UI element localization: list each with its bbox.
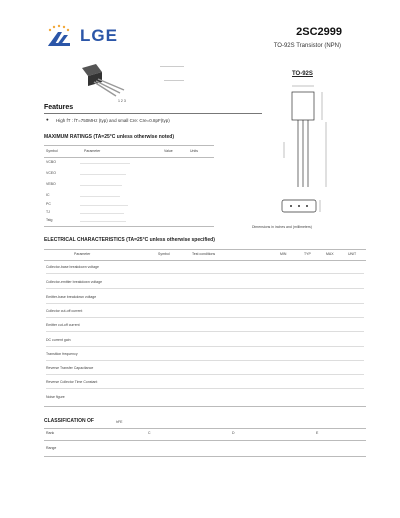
rank-c: C	[148, 431, 151, 435]
max-param-placeholder	[80, 163, 130, 164]
features-rule	[44, 113, 262, 114]
max-ratings-rule-bottom	[44, 226, 214, 227]
dimensions-note: Dimensions in inches and (millimeters)	[252, 225, 312, 229]
max-symbol: VCBO	[46, 160, 56, 164]
rank-e: E	[316, 431, 319, 435]
max-param-placeholder	[80, 196, 120, 197]
elec-row-label: DC current gain	[46, 338, 71, 342]
elec-row-label: Collector cut-off current	[46, 309, 83, 313]
elec-row-divider	[46, 303, 364, 304]
pin-note-line	[160, 66, 184, 67]
elec-row-label: Reverse Collector Time Constant	[46, 380, 98, 384]
elec-row-divider	[46, 360, 364, 361]
elec-row-label: Collector-base breakdown voltage	[46, 265, 99, 269]
classification-rule-bottom	[44, 456, 366, 457]
elec-row-divider	[46, 317, 364, 318]
elec-col-symbol: Symbol	[158, 252, 170, 256]
electrical-heading: ELECTRICAL CHARACTERISTICS (TA=25°C unless otherwise specified)	[44, 237, 215, 243]
max-col-symbol: Symbol	[46, 149, 58, 153]
classification-heading-sub: hFE	[116, 420, 123, 424]
max-param-placeholder	[80, 205, 128, 206]
classification-heading: CLASSIFICATION OF	[44, 418, 94, 424]
max-param-placeholder	[80, 213, 124, 214]
package-title: TO-92S	[292, 71, 313, 77]
elec-row-divider	[46, 374, 364, 375]
max-col-parameter: Parameter	[84, 149, 101, 153]
features-heading: Features	[44, 104, 74, 111]
range-label: Range	[46, 446, 57, 450]
features-bullet: High fT : fT=750MHz (typ) and small Cre: Cre=0.8pF(typ)	[56, 118, 170, 123]
max-col-units: Units	[190, 149, 198, 153]
lge-logo-icon	[44, 24, 74, 48]
elec-row-label: Reverse Transfer Capacitance	[46, 366, 94, 370]
classification-rule-top	[44, 428, 366, 429]
max-param-placeholder	[80, 174, 126, 175]
elec-col-unit: UNIT	[348, 252, 357, 256]
max-col-value: Value	[164, 149, 173, 153]
elec-col-max: MAX	[326, 252, 334, 256]
elec-row-label: Noise figure	[46, 395, 65, 399]
elec-col-test: Test conditions	[192, 252, 216, 256]
max-ratings-rule-top	[44, 145, 214, 146]
elec-row-divider	[46, 288, 364, 289]
max-param-placeholder	[80, 221, 126, 222]
transistor-photo	[76, 62, 136, 106]
elec-col-min: MIN	[280, 252, 287, 256]
elec-row-label: Collector-emitter breakdown voltage	[46, 280, 103, 284]
rank-label: Rank	[46, 431, 55, 435]
elec-row-label: Emitter cut-off current	[46, 323, 80, 327]
elec-row-divider	[46, 331, 364, 332]
bullet-icon: ●	[46, 117, 49, 122]
max-param-placeholder	[80, 185, 122, 186]
elec-row-divider	[46, 273, 364, 274]
pin-note-line	[164, 80, 184, 81]
elec-row-label: Emitter-base breakdown voltage	[46, 295, 97, 299]
elec-row-divider	[46, 388, 364, 389]
max-symbol: IC	[46, 193, 50, 197]
max-symbol: PC	[46, 202, 51, 206]
max-symbol: VCEO	[46, 171, 56, 175]
pin-label: 1 2 3	[118, 99, 126, 103]
elec-row-divider	[46, 346, 364, 347]
max-ratings-rule-head	[44, 157, 214, 158]
electrical-rule-head	[44, 260, 366, 261]
elec-col-parameter: Parameter	[74, 252, 91, 256]
elec-col-typ: TYP	[304, 252, 311, 256]
part-subtitle: TO-92S Transistor (NPN)	[273, 43, 341, 49]
electrical-rule-top	[44, 249, 366, 250]
package-drawing	[270, 82, 350, 222]
max-symbol: TJ	[46, 210, 50, 214]
electrical-rule-bottom	[44, 406, 366, 407]
max-ratings-heading: MAXIMUM RATINGS (TA=25°C unless otherwise noted)	[44, 134, 175, 140]
logo-text: LGE	[80, 26, 118, 45]
rank-d: D	[232, 431, 235, 435]
classification-rule-mid	[44, 440, 366, 441]
max-symbol: Tstg	[46, 218, 53, 222]
max-symbol: VEBO	[46, 182, 56, 186]
elec-row-label: Transition frequency	[46, 352, 78, 356]
part-number: 2SC2999	[296, 26, 342, 38]
